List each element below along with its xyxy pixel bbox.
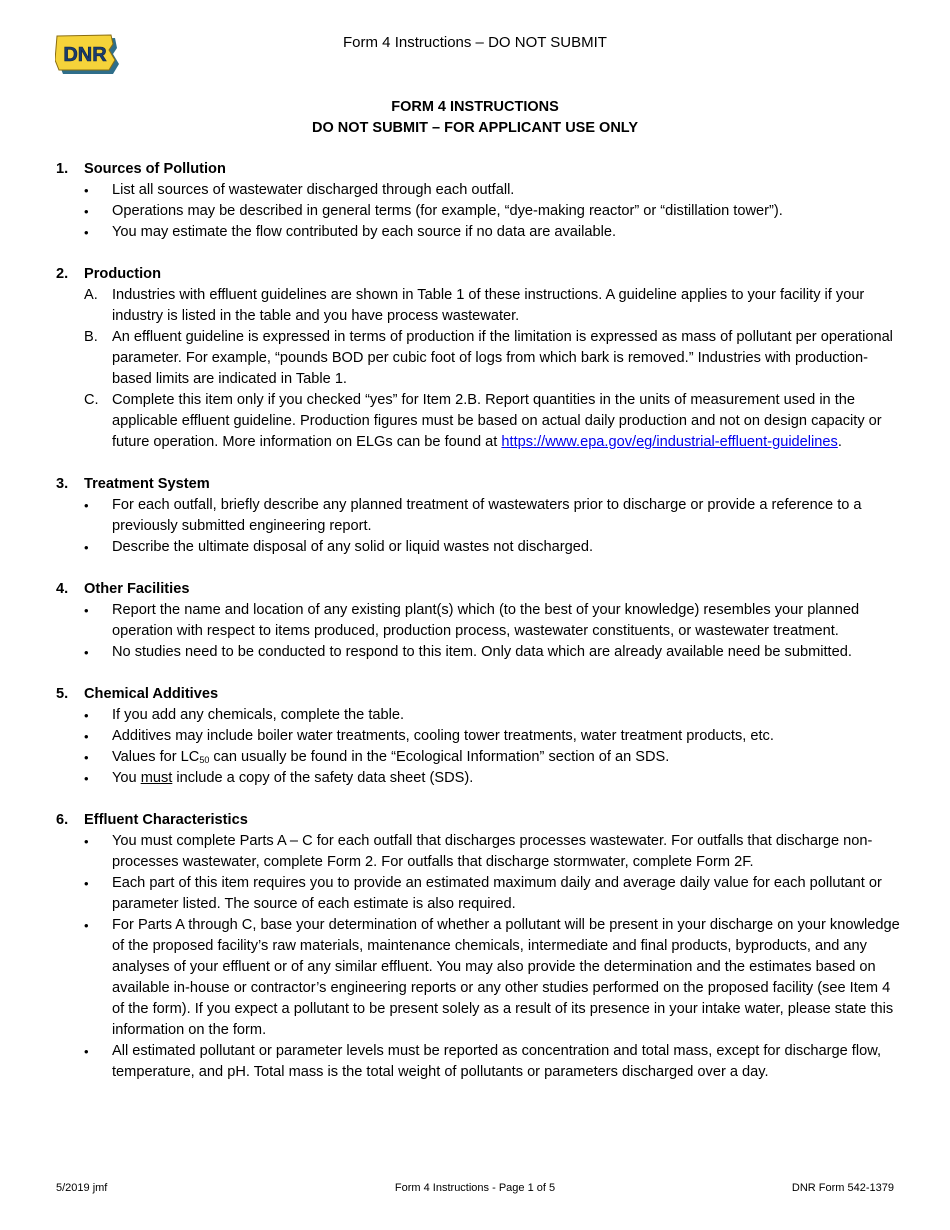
list-item: C. Complete this item only if you checked “yes” for Item 2.B. Report quantities in the units of measurement used in the applicable effluent guideline. Production figures must be based on actual daily production and not on design capacity or future operation. More information on ELGs can be found at https://www.epa.gov/eg/industrial-effluent-guidelines. (56, 390, 901, 453)
section-title: Chemical Additives (84, 686, 219, 702)
list-marker: B. (84, 329, 98, 345)
bullet-icon: • (84, 498, 89, 513)
list-item: A. Industries with effluent guidelines are shown in Table 1 of these instructions. A guideline applies to your facility if your industry is listed in the table and you have process wastewater. (56, 285, 901, 327)
bullet-icon: • (84, 750, 89, 765)
section-chemical-additives (56, 684, 901, 789)
section-number: 2. (56, 266, 69, 282)
title-line-2: DO NOT SUBMIT – FOR APPLICANT USE ONLY (311, 120, 638, 136)
list-item: • Operations may be described in general terms (for example, “dye-making reactor” or “distillation tower”). (56, 201, 901, 222)
footer-page-number: Form 4 Instructions - Page 1 of 5 (394, 1182, 556, 1194)
list-marker: A. (84, 287, 98, 303)
bullet-icon: • (84, 918, 89, 933)
list-item: • All estimated pollutant or parameter levels must be reported as concentration and total mass, except for discharge flow, temperature, and pH. Total mass is the total weight of pollutants or parameters discharged over a day. (56, 1041, 901, 1083)
section-heading (56, 264, 901, 285)
section-sources-of-pollution (56, 159, 901, 243)
section-title: Sources of Pollution (84, 161, 226, 177)
list-item: • You must include a copy of the safety data sheet (SDS). (56, 768, 901, 789)
bullet-icon: • (84, 603, 89, 618)
section-effluent-characteristics (56, 810, 901, 1083)
section-number: 4. (56, 581, 69, 597)
list-item: • If you add any chemicals, complete the table. (56, 705, 901, 726)
section-treatment-system (56, 474, 901, 558)
section-other-facilities (56, 579, 901, 663)
bullet-list (56, 705, 901, 789)
list-item: • List all sources of wastewater discharged through each outfall. (56, 180, 901, 201)
bullet-icon: • (84, 729, 89, 744)
elg-link[interactable]: https://www.epa.gov/eg/industrial-effluent-guidelines (501, 434, 838, 450)
list-item: • For Parts A through C, base your determination of whether a pollutant will be present in your discharge on your knowledge of the proposed facility’s raw materials, maintenance chemicals, intermediate and final products, byproducts, and any analyses of your effluent or of any similar effluent. You may also provide the determination and the estimates based on available in-house or contractor’s engineering reports or any other studies performed on the proposed facility (see Item 4 of the form). If you expect a pollutant to be present solely as a result of its presence in your intake water, please state this information on the form. (56, 915, 901, 1041)
list-item: • Each part of this item requires you to provide an estimated maximum daily and average daily value for each pollutant or parameter listed. The source of each estimate is also required. (56, 873, 901, 915)
section-heading (56, 579, 901, 600)
list-item: • Additives may include boiler water treatments, cooling tower treatments, water treatment products, etc. (56, 726, 901, 747)
bullet-icon: • (84, 876, 89, 891)
bullet-list (56, 180, 901, 243)
bullet-list (56, 600, 901, 663)
section-title: Treatment System (84, 476, 210, 492)
instructions-body (56, 159, 901, 1083)
section-number: 3. (56, 476, 69, 492)
list-item: • You may estimate the flow contributed by each source if no data are available. (56, 222, 901, 243)
bullet-list (56, 831, 901, 1083)
logo-text: DNR (63, 44, 107, 66)
list-item: • For each outfall, briefly describe any planned treatment of wastewaters prior to discharge or provide a reference to a previously submitted engineering report. (56, 495, 901, 537)
document-title (0, 97, 950, 139)
list-item: • Report the name and location of any existing plant(s) which (to the best of your knowledge) resembles your planned operation with respect to items produced, production process, wastewater constituents, or wastewater treatment. (56, 600, 901, 642)
section-heading (56, 159, 901, 180)
bullet-icon: • (84, 1044, 89, 1059)
section-heading (56, 684, 901, 705)
list-marker: C. (84, 392, 99, 408)
lettered-list (56, 285, 901, 453)
section-number: 6. (56, 812, 69, 828)
section-title: Effluent Characteristics (84, 812, 248, 828)
bullet-list (56, 495, 901, 558)
page-header: Form 4 Instructions – DO NOT SUBMIT (343, 34, 607, 51)
section-heading (56, 810, 901, 831)
section-title: Production (84, 266, 162, 282)
bullet-icon: • (84, 204, 89, 219)
section-production (56, 264, 901, 453)
list-item: • No studies need to be conducted to respond to this item. Only data which are already available need be submitted. (56, 642, 901, 663)
bullet-icon: • (84, 771, 89, 786)
bullet-icon: • (84, 834, 89, 849)
section-heading (56, 474, 901, 495)
bullet-icon: • (84, 708, 89, 723)
list-item: B. An effluent guideline is expressed in terms of production if the limitation is expressed as mass of pollutant per operational parameter. For example, “pounds BOD per cubic foot of logs from which bark is removed.” Industries with production-based limits are indicated in Table 1. (56, 327, 901, 390)
bullet-icon: • (84, 225, 89, 240)
footer-form-number: DNR Form 542-1379 (791, 1182, 894, 1194)
bullet-icon: • (84, 183, 89, 198)
title-line-1: FORM 4 INSTRUCTIONS (391, 99, 559, 115)
section-number: 1. (56, 161, 69, 177)
section-title: Other Facilities (84, 581, 190, 597)
section-number: 5. (56, 686, 69, 702)
bullet-icon: • (84, 645, 89, 660)
list-item: • You must complete Parts A – C for each outfall that discharges processes wastewater. For outfalls that discharge non-processes wastewater, complete Form 2. For outfalls that discharge stormwater, complete Form 2F. (56, 831, 901, 873)
bullet-icon: • (84, 540, 89, 555)
footer-date: 5/2019 jmf (56, 1182, 108, 1194)
list-item: • Describe the ultimate disposal of any solid or liquid wastes not discharged. (56, 537, 901, 558)
list-item: • Values for $LC_{50}$ can usually be found in the “Ecological Information” section of an SDS. (56, 747, 901, 768)
